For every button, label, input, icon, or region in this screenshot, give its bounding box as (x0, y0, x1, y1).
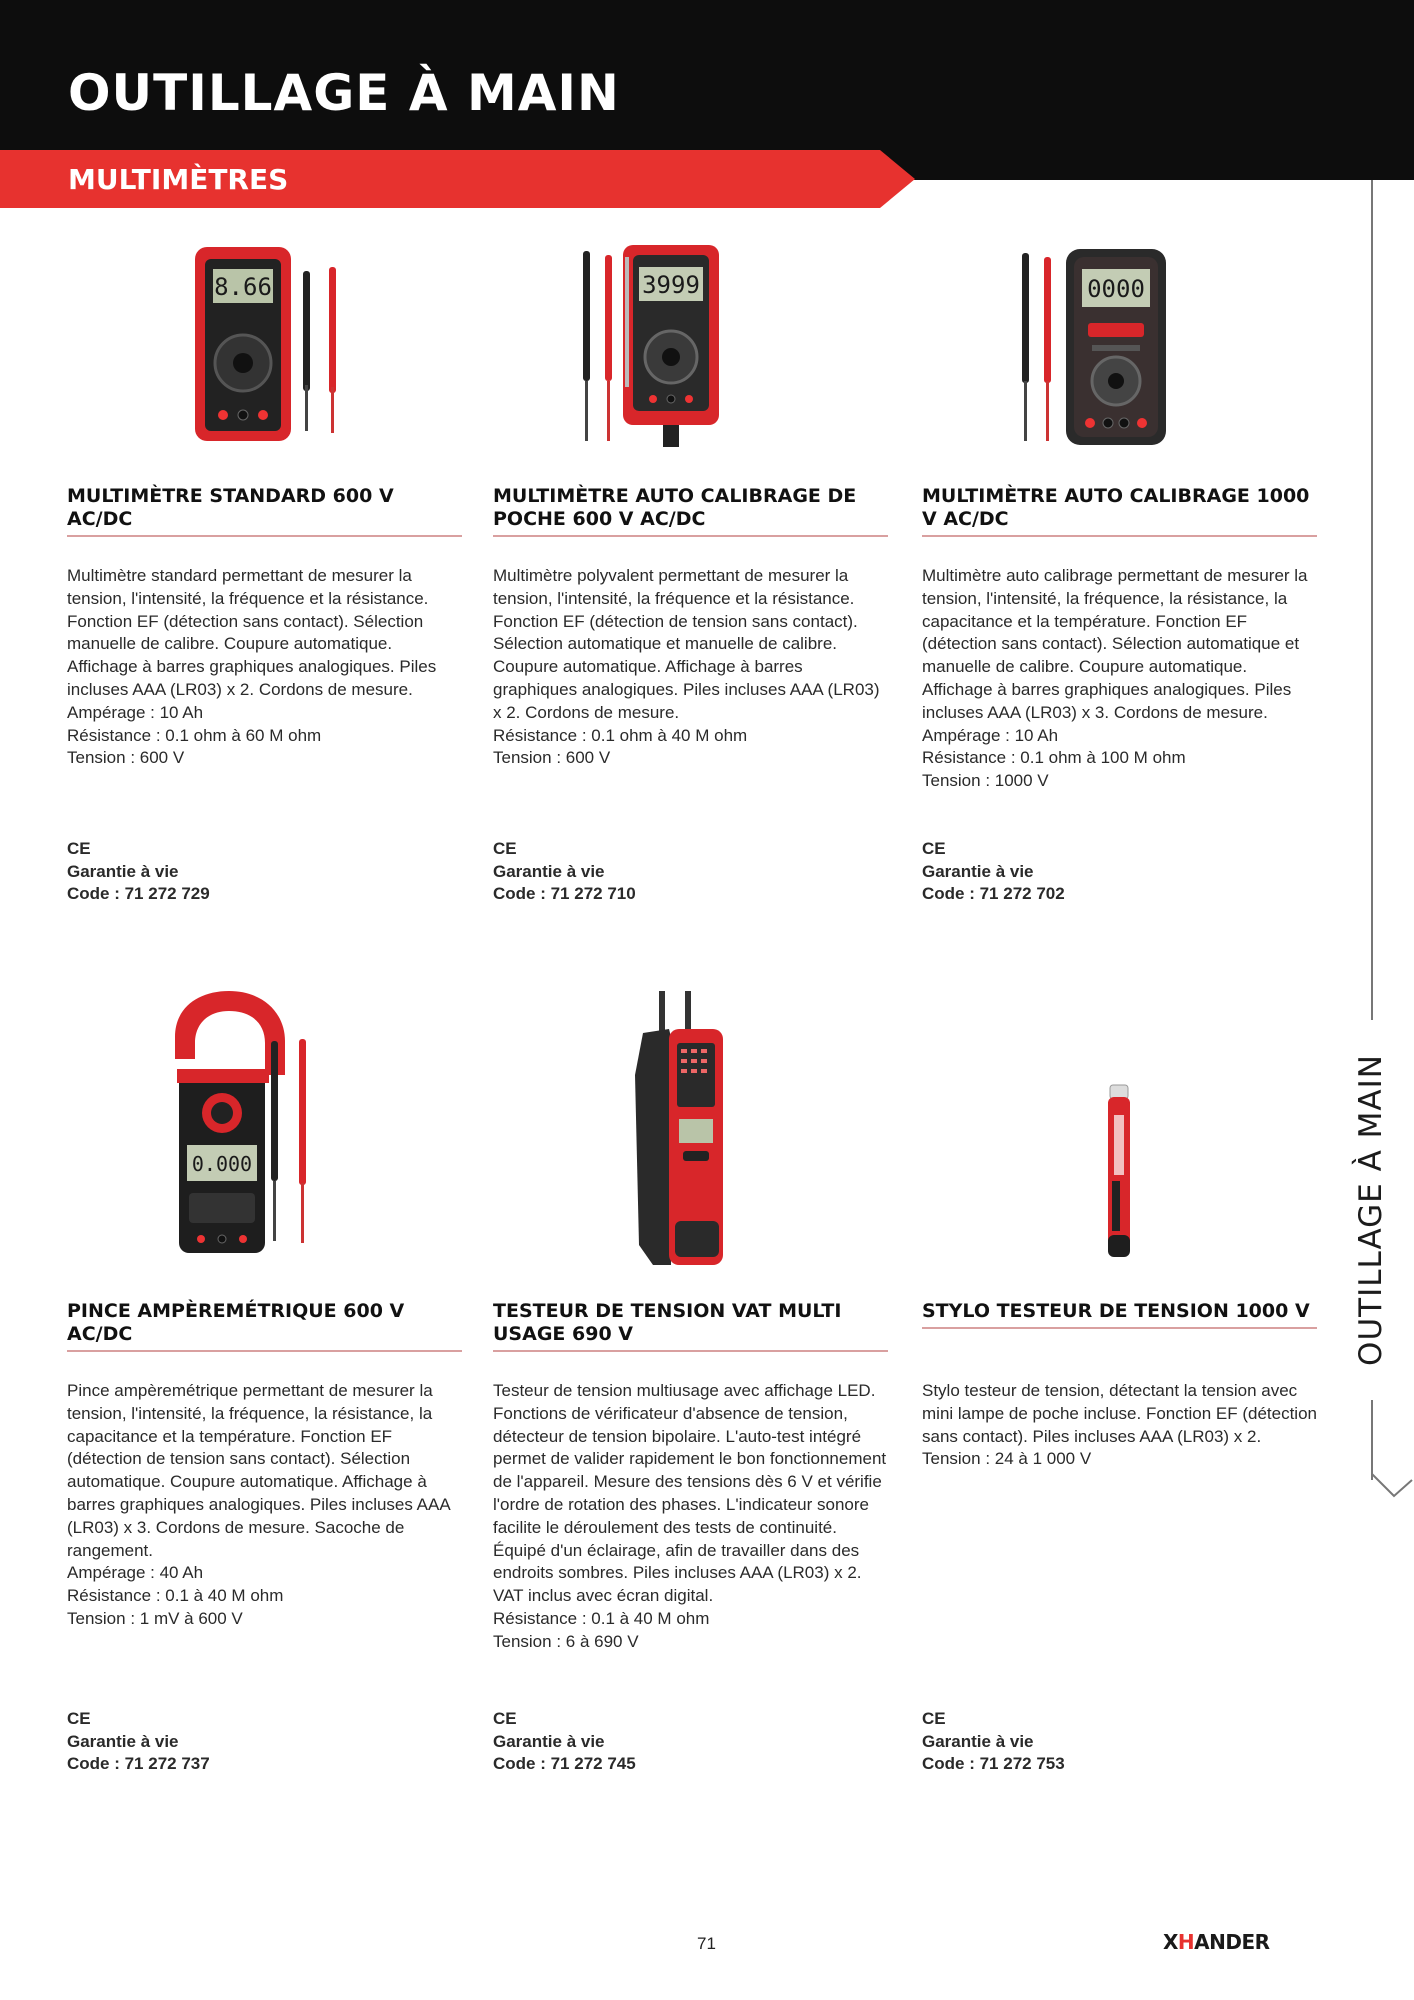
product-meta (493, 1708, 888, 1776)
multimeter-image (67, 235, 462, 455)
spec-resistance: Résistance : 0.1 à 40 M ohm (67, 1586, 284, 1606)
brand-prefix: X (1163, 1930, 1178, 1954)
spec-amperage: Ampérage : 10 Ah (67, 702, 204, 722)
product-description (67, 565, 462, 770)
product-meta (922, 1708, 1317, 1776)
product-name: MULTIMÈTRE STANDARD 600 V AC/DC (67, 485, 462, 537)
description-text: Multimètre auto calibrage permettant de mesurer la tension, l'intensité, la fréquence, la résistance, la capacitance et la température. Fonction EF (détection sans contact). Sélection automatique et manuelle de calibre. Coupure automatique. Affichage à barres graphiques analogiques. Piles incluses AAA (LR03) x 3. Cordons de mesure. (922, 566, 1308, 722)
ce-mark: CE (922, 839, 946, 858)
side-divider-top (1371, 180, 1373, 1020)
multimeter-display-text: 8.66 (214, 273, 272, 301)
spec-amperage: Ampérage : 10 Ah (922, 725, 1059, 745)
product-meta (922, 838, 1317, 906)
product-name: TESTEUR DE TENSION VAT MULTI USAGE 690 V (493, 1300, 888, 1352)
product-meta (493, 838, 888, 906)
voltage-tester-image (493, 985, 888, 1275)
product-name: PINCE AMPÈREMÉTRIQUE 600 V AC/DC (67, 1300, 462, 1352)
warranty-text: Garantie à vie (493, 1731, 605, 1751)
warranty-text: Garantie à vie (67, 861, 179, 881)
warranty-text: Garantie à vie (493, 861, 605, 881)
brand-suffix: ANDER (1194, 1930, 1270, 1954)
description-text: Multimètre standard permettant de mesurer la tension, l'intensité, la fréquence et la résistance. Fonction EF (détection sans contact). Sélection manuelle de calibre. Coupure automatique. Affichage à barres graphiques analogiques. Piles incluses AAA (LR03) x 2. Cordons de mesure. (67, 566, 437, 699)
spec-voltage: Tension : 600 V (67, 748, 185, 768)
spec-resistance: Résistance : 0.1 ohm à 100 M ohm (922, 748, 1186, 768)
description-text: Stylo testeur de tension, détectant la tension avec mini lampe de poche incluse. Fonction EF (détection sans contact). Piles incluses AAA (LR03) x 2. (922, 1381, 1317, 1446)
product-description (922, 1380, 1317, 1471)
product-description (67, 1380, 462, 1631)
product-description (493, 1380, 888, 1654)
spec-amperage: Ampérage : 40 Ah (67, 1563, 204, 1583)
side-tab-label: OUTILLAGE À MAIN (1353, 1054, 1389, 1366)
pen-tester-image (922, 985, 1317, 1275)
spec-voltage: Tension : 1 mV à 600 V (67, 1608, 243, 1628)
section-title: MULTIMÈTRES (68, 163, 289, 196)
spec-resistance: Résistance : 0.1 à 40 M ohm (493, 1608, 710, 1628)
ce-mark: CE (67, 1709, 91, 1728)
brand-accent: H (1177, 1930, 1195, 1954)
spec-voltage: Tension : 6 à 690 V (493, 1631, 639, 1651)
warranty-text: Garantie à vie (922, 1731, 1034, 1751)
brand-logo (1163, 1930, 1270, 1954)
ce-mark: CE (67, 839, 91, 858)
clamp-display-text: 0.000 (191, 1152, 253, 1176)
product-description (922, 565, 1317, 793)
description-text: Multimètre polyvalent permettant de mesurer la tension, l'intensité, la fréquence et la résistance. Fonction EF (détection de tension sans contact). Sélection automatique et manuelle de calibre. Coupure automatique. Affichage à barres graphiques analogiques. Piles incluses AAA (LR03) x 2. Cordons de mesure. (493, 566, 880, 722)
ce-mark: CE (922, 1709, 946, 1728)
product-code: Code : 71 272 702 (922, 884, 1065, 903)
product-name: MULTIMÈTRE AUTO CALIBRAGE DE POCHE 600 V AC/DC (493, 485, 888, 537)
multimeter-image (493, 235, 888, 455)
product-name: STYLO TESTEUR DE TENSION 1000 V (922, 1300, 1317, 1329)
product-meta (67, 838, 462, 906)
warranty-text: Garantie à vie (67, 1731, 179, 1751)
product-description (493, 565, 888, 770)
description-text: Testeur de tension multiusage avec affichage LED. Fonctions de vérificateur d'absence de tension, détecteur de tension bipolaire. L'auto-test intégré permet de valider rapidement le bon fonctionnement de l'appareil. Mesure des tensions dès 6 V et vérifie l'ordre de rotation des phases. L'indicateur sonore facilite le déroulement des tests de continuité. Équipé d'un éclairage, afin de travailler dans des endroits sombres. Piles incluses AAA (LR03) x 2. VAT inclus avec écran digital. (493, 1381, 887, 1606)
page-number: 71 (697, 1934, 716, 1953)
spec-resistance: Résistance : 0.1 ohm à 60 M ohm (67, 725, 322, 745)
multimeter-display-text: 0000 (1087, 275, 1145, 303)
product-code: Code : 71 272 745 (493, 1754, 636, 1773)
warranty-text: Garantie à vie (922, 861, 1034, 881)
page-title: OUTILLAGE À MAIN (68, 64, 620, 122)
ce-mark: CE (493, 1709, 517, 1728)
product-meta (67, 1708, 462, 1776)
spec-voltage: Tension : 1000 V (922, 771, 1049, 791)
product-code: Code : 71 272 753 (922, 1754, 1065, 1773)
product-code: Code : 71 272 729 (67, 884, 210, 903)
side-divider-bottom (1371, 1400, 1373, 1480)
ce-mark: CE (493, 839, 517, 858)
product-code: Code : 71 272 710 (493, 884, 636, 903)
multimeter-image (922, 235, 1317, 455)
multimeter-display-text: 3999 (642, 271, 700, 299)
product-code: Code : 71 272 737 (67, 1754, 210, 1773)
product-name: MULTIMÈTRE AUTO CALIBRAGE 1000 V AC/DC (922, 485, 1317, 537)
clamp-meter-image (67, 985, 462, 1275)
description-text: Pince ampèremétrique permettant de mesurer la tension, l'intensité, la fréquence, la résistance, la capacitance et la température. Fonction EF (détection de tension sans contact). Sélection automatique. Coupure automatique. Affichage à barres graphiques analogiques. Piles incluses AAA (LR03) x 3. Cordons de mesure. Sacoche de rangement. (67, 1381, 450, 1560)
spec-resistance: Résistance : 0.1 ohm à 40 M ohm (493, 725, 748, 745)
spec-voltage: Tension : 600 V (493, 748, 611, 768)
side-tab-arrow-icon (1368, 1470, 1414, 1516)
spec-voltage: Tension : 24 à 1 000 V (922, 1449, 1092, 1469)
